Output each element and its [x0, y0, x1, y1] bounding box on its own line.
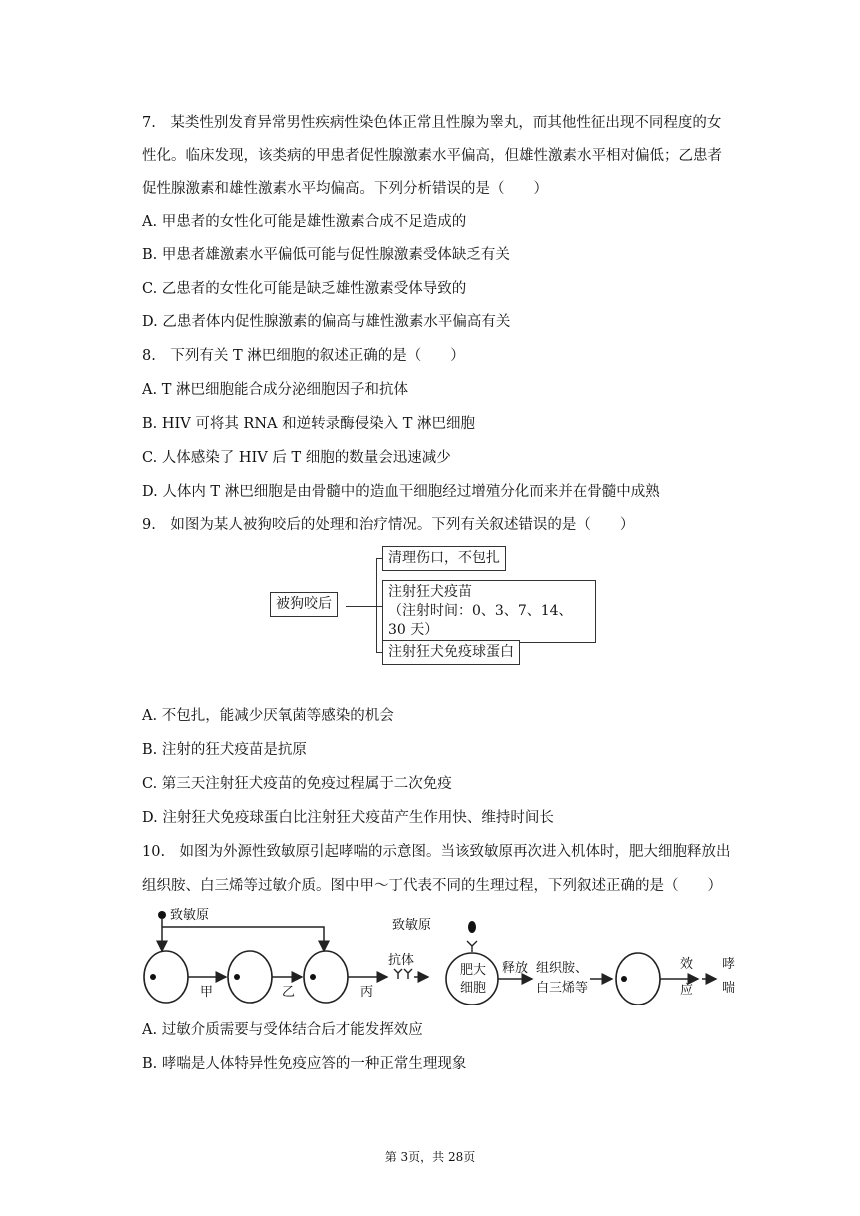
step-bing-label: 丙 — [360, 985, 374, 1000]
q9-option-c: C. 第三天注射狂犬疫苗的免疫过程属于二次免疫 — [142, 776, 452, 792]
step-yi-label: 乙 — [282, 985, 296, 1000]
q8-option-c: C. 人体感染了 HIV 后 T 细胞的数量会迅速减少 — [142, 450, 451, 466]
asthma-label-1: 哮 — [722, 957, 736, 972]
q8-stem: 8. 下列有关 T 淋巴细胞的叙述正确的是（ ） — [142, 348, 465, 364]
branch-vaccine-label: 注射狂犬疫苗 — [388, 584, 472, 600]
q10-option-b: B. 哮喘是人体特异性免疫应答的一种正常生理现象 — [142, 1056, 467, 1072]
root-label: 被狗咬后 — [276, 596, 332, 612]
mediator-label-2: 白三烯等 — [536, 981, 589, 996]
effect-label-1: 效 — [680, 957, 694, 972]
page-footer: 第 3页，共 28页 — [384, 1150, 476, 1164]
branch-globulin-label: 注射狂犬免疫球蛋白 — [388, 644, 514, 660]
root-box — [270, 592, 338, 617]
q8-option-b: B. HIV 可将其 RNA 和逆转录酶侵染入 T 淋巴细胞 — [142, 416, 476, 432]
branch-box-clean — [382, 546, 506, 571]
q7-option-d: D. 乙患者体内促性腺激素的偏高与雄性激素水平偏高有关 — [142, 314, 511, 330]
q9-option-b: B. 注射的狂犬疫苗是抗原 — [142, 742, 307, 758]
mediator-label-1: 组织胺、 — [536, 961, 589, 976]
antibody-icon — [404, 969, 412, 979]
branch-clean-label: 清理伤口，不包扎 — [388, 550, 500, 566]
q8-option-a: A. T 淋巴细胞能合成分泌细胞因子和抗体 — [142, 382, 408, 398]
connector-line — [346, 606, 376, 607]
asthma-label-2: 喘 — [722, 981, 736, 996]
mast-cell-label-1: 肥大 — [460, 963, 487, 978]
branch-box-globulin — [382, 640, 520, 665]
antibody-label: 抗体 — [388, 953, 415, 968]
q9-option-d: D. 注射狂犬免疫球蛋白比注射狂犬疫苗产生作用快、维持时间长 — [142, 810, 554, 826]
step-jia-label: 甲 — [200, 985, 214, 1000]
asthma-diagram-graphics — [142, 905, 742, 1005]
q10-stem-line2: 组织胺、白三烯等过敏介质。图中甲～丁代表不同的生理过程，下列叙述正确的是（ ） — [142, 878, 722, 894]
q7-option-b: B. 甲患者雄激素水平偏低可能与促性腺激素受体缺乏有关 — [142, 247, 510, 263]
q10-stem-line1: 10. 如图为外源性致敏原引起哮喘的示意图。当该致敏原再次进入机体时，肥大细胞释放出 — [142, 844, 731, 860]
branch-box-vaccine — [382, 580, 596, 643]
mast-cell — [446, 953, 498, 1005]
q7-stem-line1: 7. 某类性别发育异常男性疾病性染色体正常且性腺为睾丸，而其他性征出现不同程度的女 — [142, 115, 722, 131]
q7-option-c: C. 乙患者的女性化可能是缺乏雄性激素受体导致的 — [142, 281, 467, 297]
allergen-particle-left — [158, 911, 166, 919]
q7-option-a: A. 甲患者的女性化可能是雄性激素合成不足造成的 — [142, 214, 467, 230]
allergen-label-right: 致敏原 — [392, 918, 432, 933]
dog-bite-treatment-diagram — [266, 540, 596, 670]
effect-label-2: 应 — [680, 983, 694, 998]
release-label: 释放 — [502, 961, 529, 976]
q10-option-a: A. 过敏介质需要与受体结合后才能发挥效应 — [142, 1022, 423, 1038]
q9-option-a: A. 不包扎，能减少厌氧菌等感染的机会 — [142, 708, 394, 724]
q7-stem-line2: 性化。临床发现，该类病的甲患者促性腺激素水平偏高，但雄性激素水平相对偏低；乙患者 — [142, 148, 722, 164]
q8-option-d: D. 人体内 T 淋巴细胞是由骨髓中的造血干细胞经过增殖分化而来并在骨髓中成熟 — [142, 484, 660, 500]
antibody-receptor-icon — [467, 941, 477, 952]
q7-stem-line3: 促性腺激素和雄性激素水平均偏高。下列分析错误的是（ ） — [142, 181, 548, 197]
antibody-icon — [394, 969, 402, 979]
branch-vaccine-schedule: （注射时间：0、3、7、14、30 天） — [388, 603, 573, 638]
q9-stem: 9. 如图为某人被狗咬后的处理和治疗情况。下列有关叙述错误的是（ ） — [142, 517, 635, 533]
allergen-particle-right — [468, 921, 476, 933]
asthma-mechanism-diagram — [142, 905, 742, 1005]
allergen-label-left: 致敏原 — [170, 908, 210, 923]
mast-cell-label-2: 细胞 — [460, 981, 487, 996]
